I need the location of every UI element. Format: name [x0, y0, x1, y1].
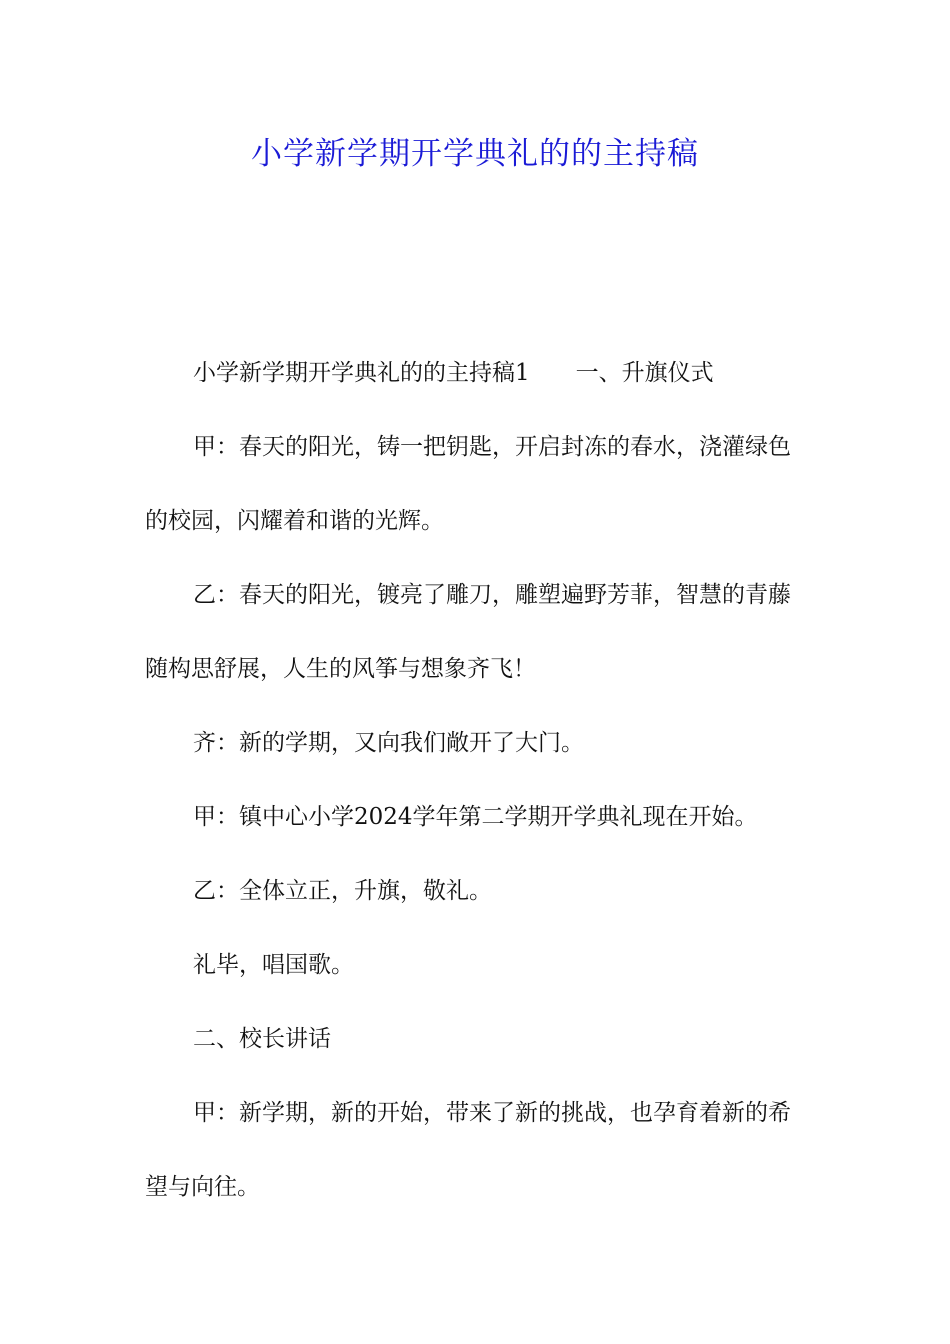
section-heading-line	[145, 336, 809, 410]
paragraph: 甲：春天的阳光，铸一把钥匙，开启封冻的春水，浇灌绿色的校园，闪耀着和谐的光辉。	[145, 434, 791, 534]
paragraph: 甲：镇中心小学2024学年第二学期开学典礼现在开始。	[193, 804, 758, 830]
paragraph: 乙：春天的阳光，镀亮了雕刀，雕塑遍野芳菲，智慧的青藤随构思舒展，人生的风筝与想象齐飞！	[145, 582, 791, 682]
paragraph: 齐：新的学期，又向我们敞开了大门。	[193, 730, 584, 756]
paragraph: 礼毕，唱国歌。	[193, 952, 354, 978]
paragraph: 甲：新学期，新的开始，带来了新的挑战，也孕育着新的希望与向往。	[145, 1100, 791, 1200]
section-subtitle: 一、升旗仪式	[575, 360, 714, 386]
section-title: 小学新学期开学典礼的的主持稿1	[193, 360, 530, 386]
section-heading: 二、校长讲话	[193, 1026, 331, 1052]
document-title: 小学新学期开学典礼的的主持稿	[251, 136, 699, 172]
document-body	[145, 336, 809, 1224]
paragraph: 乙：全体立正，升旗，敬礼。	[193, 878, 492, 904]
